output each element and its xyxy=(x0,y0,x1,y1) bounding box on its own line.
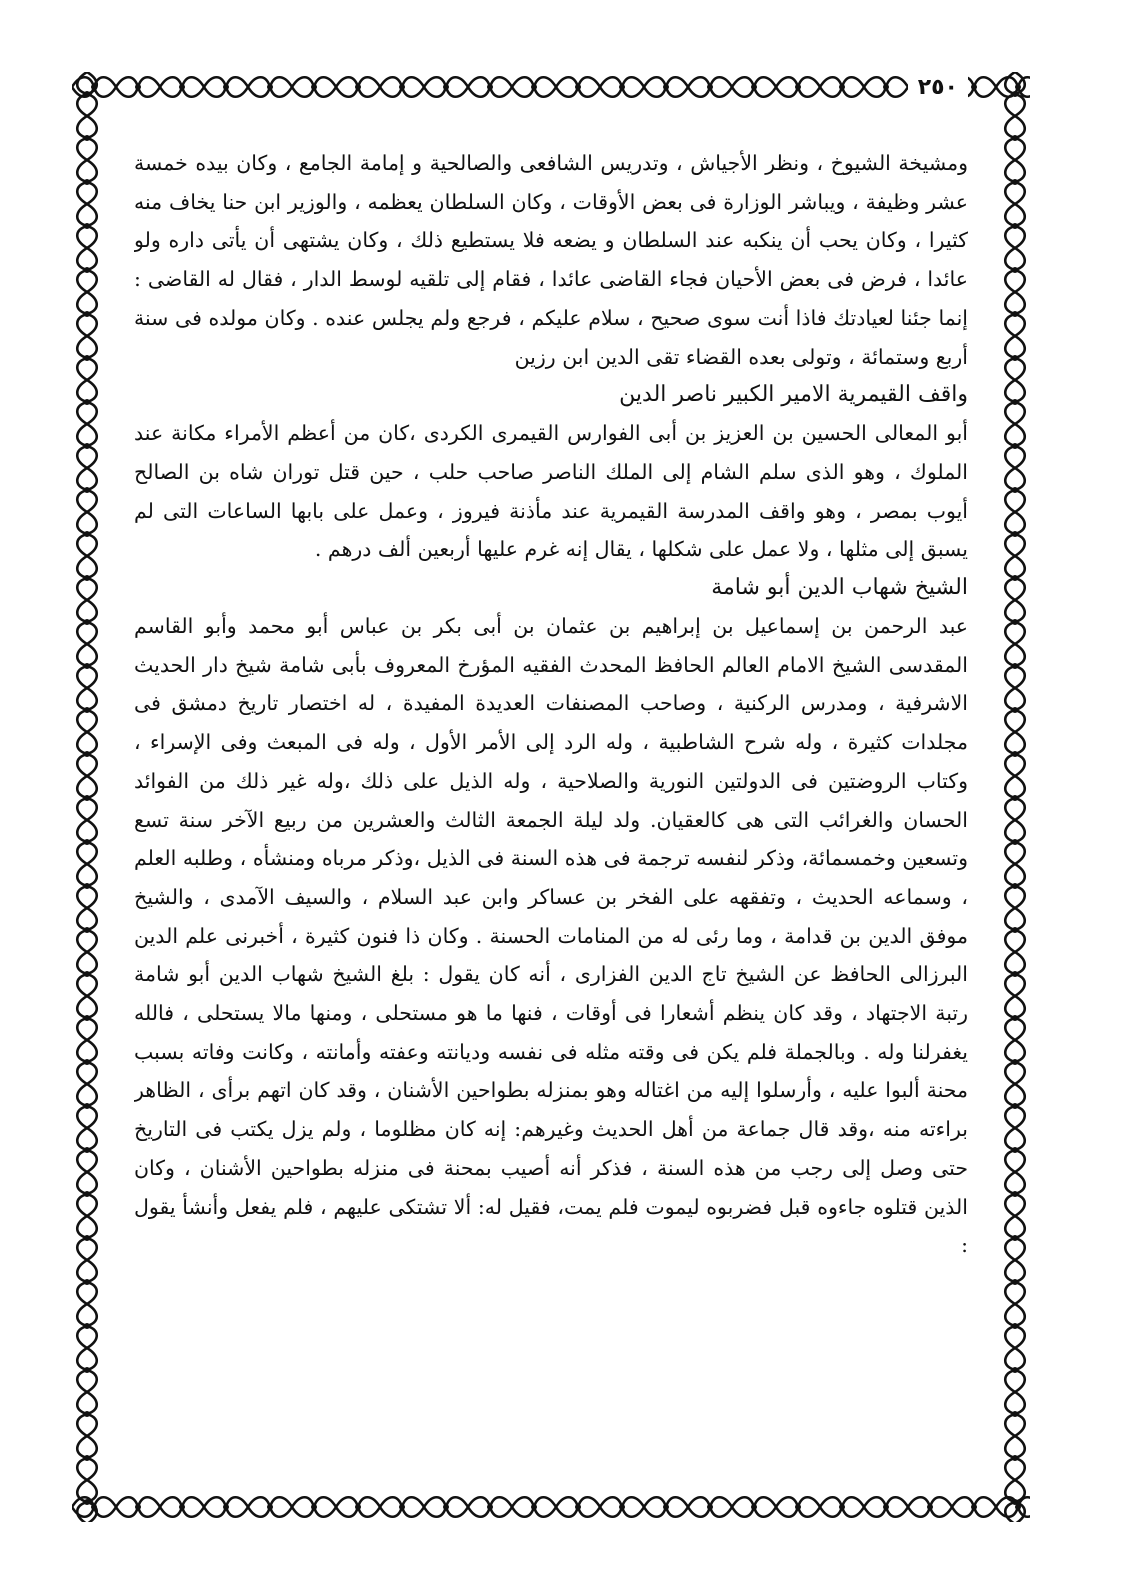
ornament-border-bottom xyxy=(72,1492,1030,1522)
section-heading-abu-shama: الشيخ شهاب الدين أبو شامة xyxy=(711,575,968,601)
paragraph-abu-shama: عبد الرحمن بن إسماعيل بن إبراهيم بن عثمان بن أبى بكر بن عباس أبو محمد وأبو القاسم المقدسى الشيخ الامام العالم الحافظ المحدث الفقيه المؤرخ المعروف بأبى شامة شيخ دار الحديث الاشرفية ، ومدرس الركنية ، وصاحب المصنفات العديدة المفيدة ، له اختصار تاريخ دمشق فى مجلدات كثيرة ، وله شرح الشاطبية ، وله الرد إلى الأمر الأول ، وله فى المبعث وفى الإسراء ، وكتاب الروضتين فى الدولتين النورية والصلاحية ، وله الذيل على ذلك ،وله غير ذلك من الفوائد الحسان والغرائب التى هى كالعقيان. ولد ليلة الجمعة الثالث والعشرين من ربيع الآخر سنة تسع وتسعين وخمسمائة، وذكر لنفسه ترجمة فى هذه السنة فى الذيل ،وذكر مرباه ومنشأه ، وطلبه العلم ، وسماعه الحديث ، وتفقهه على الفخر بن عساكر وابن عبد السلام ، والسيف الآمدى ، والشيخ موفق الدين بن قدامة ، وما رئى له من المنامات الحسنة . وكان ذا فنون كثيرة ، أخبرنى علم الدين البرزالى الحافظ عن الشيخ تاج الدين الفزارى ، أنه كان يقول : بلغ الشيخ شهاب الدين أبو شامة رتبة الاجتهاد ، وقد كان ينظم أشعارا فى أوقات ، فنها ما هو مستحلى ، ومنها مالا يستحلى ، فالله يغفرلنا وله . وبالجملة فلم يكن فى وقته مثله فى نفسه وديانته وعفته وأمانته ، وكانت وفاته بسبب محنة ألبوا عليه ، وأرسلوا إليه من اغتاله وهو بمنزله بطواحين الأشنان ، وقد كان اتهم برأى ، الظاهر براءته منه ،وقد قال جماعة من أهل الحديث وغيرهم: إنه كان مظلوما ، ولم يزل يكتب فى التاريخ حتى وصل إلى رجب من هذه السنة ، فذكر أنه أصيب بمحنة فى منزله بطواحين الأشنان ، وكان الذين قتلوه جاءوه قبل فضربوه ليموت فلم يمت، فقيل له: ألا تشتكى عليهم ، فلم يفعل وأنشأ يقول : xyxy=(134,614,968,1258)
page-body xyxy=(134,144,968,1442)
ornament-border-right xyxy=(1000,72,1030,1522)
ornament-border-left xyxy=(72,72,102,1522)
page-frame xyxy=(72,72,1030,1522)
ornament-border-top xyxy=(72,72,1030,102)
paragraph-intro: ومشيخة الشيوخ ، ونظر الأجياش ، وتدريس الشافعى والصالحية و إمامة الجامع ، وكان بيده خمسة عشر وظيفة ، ويباشر الوزارة فى بعض الأوقات ، وكان السلطان يعظمه ، والوزير ابن حنا يخاف منه كثيرا ، وكان يحب أن ينكبه عند السلطان و يضعه فلا يستطيع ذلك ، وكان يشتهى أن يأتى داره ولو عائدا ، فرض فى بعض الأحيان فجاء القاضى عائدا ، فقام إلى تلقيه لوسط الدار ، فقال له القاضى : إنما جئنا لعيادتك فاذا أنت سوى صحيح ، سلام عليكم ، فرجع ولم يجلس عنده . وكان مولده فى سنة أربع وستمائة ، وتولى بعده القضاء تقى الدين ابن رزين xyxy=(134,151,968,369)
paragraph-qaymariya: أبو المعالى الحسين بن العزيز بن أبى الفوارس القيمرى الكردى ،كان من أعظم الأمراء مكانة عند الملوك ، وهو الذى سلم الشام إلى الملك الناصر صاحب حلب ، حين قتل توران شاه بن الصالح أيوب بمصر ، وهو واقف المدرسة القيمرية عند مأذنة فيروز ، وعمل على بابها الساعات التى لم يسبق إلى مثلها ، ولا عمل على شكلها ، يقال إنه غرم عليها أربعين ألف درهم . xyxy=(134,421,968,562)
page-number: ٢٥٠ xyxy=(908,76,968,100)
section-heading-qaymariya: واقف القيمرية الامير الكبير ناصر الدين xyxy=(619,382,968,408)
